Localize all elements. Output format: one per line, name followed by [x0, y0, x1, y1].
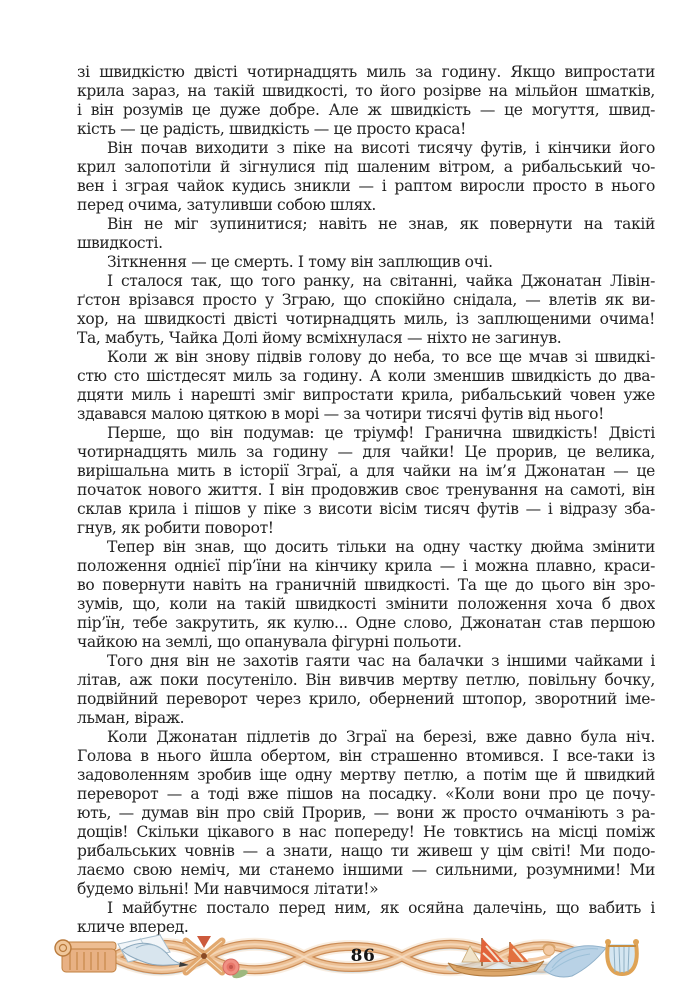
text-line: чотирнадцять миль за годину — для чайки! Це прорив, це велика, [77, 443, 655, 461]
text-line: початок нового життя. І він продовжив своє тренування на самоті, він [77, 481, 655, 499]
text-line: швидкості. [77, 234, 163, 252]
text-line: крил залопотіли й зігнулися під шаленим вітром, а рибальський чо- [77, 158, 655, 176]
text-line: дощів! Скільки цікавого в нас попереду! Не товктись на місці поміж [77, 823, 655, 841]
text-line: переворот — а тоді вже пішов на посадку. «Коли вони про це почу- [77, 785, 655, 803]
text-line: І майбутнє постало перед ним, як осяйна далечінь, що вабить і [107, 899, 655, 917]
text-line: перед очима, затуливши собою шлях. [77, 196, 376, 214]
text-line: ють, — думав він про свій Прорив, — вони ж просто очманіють з ра- [77, 804, 655, 822]
text-line: зі швидкістю двісті чотирнадцять миль за годину. Якщо випростати [77, 63, 655, 81]
text-line: здавався малою цяткою в морі — за чотири тисячі футів від нього! [77, 405, 605, 423]
column-icon [55, 940, 116, 972]
text-line: І сталося так, що того ранку, на світанні, чайка Джонатан Лівін- [107, 272, 655, 290]
text-line: Тепер він знав, що досить тільки на одну частку дюйма змінити [107, 538, 655, 556]
text-line: Він не міг зупинитися; навіть не знав, як повернути на такій [107, 215, 655, 233]
text-line: Та, мабуть, Чайка Долі йому всміхнулася — ніхто не загинув. [77, 329, 562, 347]
text-line: вен і зграя чайок кудись зникли — і раптом виросли просто в нього [77, 177, 655, 195]
text-line: будемо вільні! Ми навчимося літати!» [77, 880, 379, 898]
lyre-icon [605, 939, 639, 974]
text-line: подвійний переворот через крило, обернений штопор, зворотний іме- [77, 690, 655, 708]
text-line: ґстон врізався просто у Зграю, що спокійно снідала, — влетів як ви- [77, 291, 655, 309]
text-line: дцяти миль і нарешті зміг випростати крила, рибальський човен уже [77, 386, 655, 404]
text-line: кличе вперед. [77, 918, 189, 936]
text-line: задоволенням зробив іще одну мертву петлю, а потім ще й швидкий [77, 766, 655, 784]
text-line: чайкою на землі, що опанувала фігурні польоти. [77, 633, 462, 651]
text-line: крила зараз, на такій швидкості, то його розірве на мільйон шматків, [77, 82, 655, 100]
text-line: і він розумів це дуже добре. Але ж швидкість — це могуття, швид- [77, 101, 655, 119]
text-line: рибальських човнів — а знати, нащо ти живеш у цім світі! Ми подо- [77, 842, 655, 860]
text-line: Того дня він не захотів гаяти час на балачки з іншими чайками і [107, 652, 655, 670]
text-line: хор, на швидкості двісті чотирнадцять миль, із заплющеними очима! [77, 310, 655, 328]
text-line: Голова в нього йшла обертом, він страшенно втомився. І все-таки із [77, 747, 655, 765]
text-line: пір’їн, тебе закрутить, як кулю... Одне слово, Джонатан став першою [77, 614, 655, 632]
text-line: літав, аж поки посутеніло. Він вивчив мертву петлю, повільну бочку, [77, 671, 655, 689]
text-block [77, 63, 655, 937]
text-line: Коли ж він знову підвів голову до неба, то все ще мчав зі швидкі- [107, 348, 655, 366]
text-line: вирішальна мить в історії Зграї, а для чайки на ім’я Джонатан — це [77, 462, 655, 480]
text-line: Зіткнення — це смерть. І тому він заплющив очі. [107, 253, 493, 271]
text-line: Коли Джонатан підлетів до Зграї на березі, вже давно була ніч. [107, 728, 655, 746]
text-line: положення однієї пір’їни на кінчику крила — і можна плавно, краси- [77, 557, 655, 575]
page-number: 86 [350, 946, 376, 966]
text-line: гнув, як робити поворот! [77, 519, 274, 537]
text-line: Перше, що він подумав: це тріумф! Гранична швидкість! Двісті [107, 424, 655, 442]
text-line: зумів, що, коли на такій швидкості змінити положення хоча б двох [77, 595, 655, 613]
text-line: кість — це радість, швидкість — це просто краса! [77, 120, 467, 138]
text-line: стю сто шістдесят миль за годину. А коли зменшив швидкість до два- [77, 367, 655, 385]
text-line: льман, віраж. [77, 709, 185, 727]
text-line: Він почав виходити з піке на висоті тисячу футів, і кінчики його [107, 139, 655, 157]
text-line: склав крила і пішов у піке з висоти вісім тисяч футів — і відразу зба- [77, 500, 655, 518]
text-line: лаємо свою неміч, ми станемо іншими — сильними, розумними! Ми [77, 861, 655, 879]
text-line: во повернути навіть на граничній швидкості. Та ще до цього він зро- [77, 576, 655, 594]
